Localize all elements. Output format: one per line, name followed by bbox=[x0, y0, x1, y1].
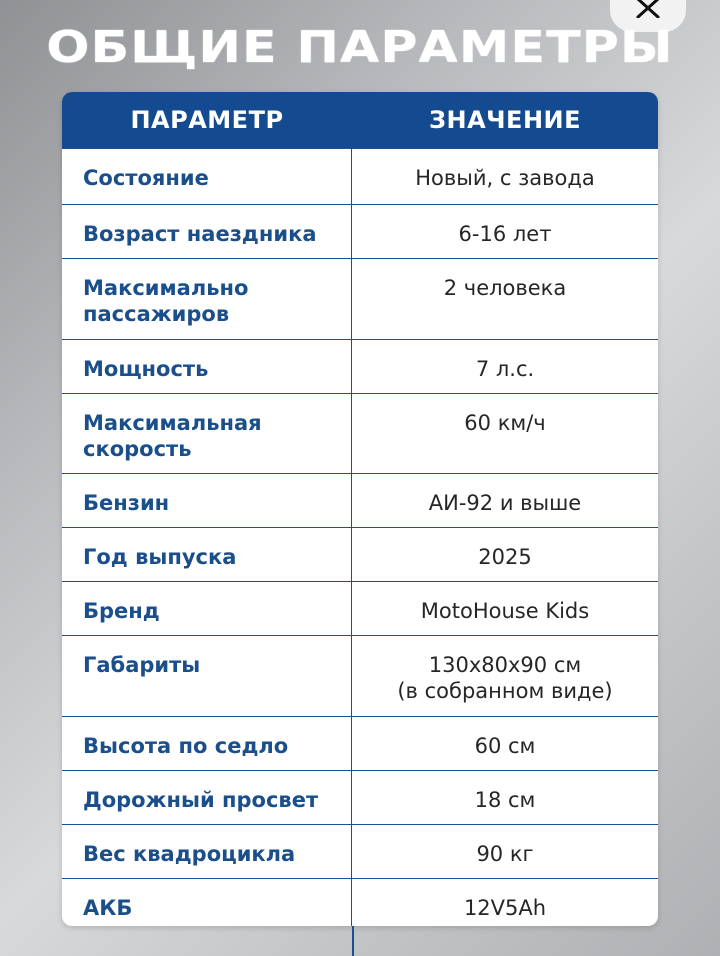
param-value: АИ-92 и выше bbox=[428, 491, 582, 515]
table-row bbox=[62, 770, 658, 824]
parameters-table bbox=[62, 92, 658, 926]
param-label: Вес квадроцикла bbox=[62, 825, 352, 878]
close-icon bbox=[635, 0, 661, 18]
table-row bbox=[62, 527, 658, 581]
param-value: 6-16 лет bbox=[458, 222, 552, 246]
param-label: Бренд bbox=[62, 582, 352, 635]
param-value: 60 км/ч bbox=[464, 411, 546, 435]
param-value: 90 кг bbox=[476, 842, 534, 866]
param-label: Дорожный просвет bbox=[62, 771, 352, 824]
param-label: Высота по седло bbox=[62, 717, 352, 770]
param-value: Новый, с завода bbox=[415, 166, 595, 190]
column-divider-tail bbox=[352, 926, 354, 956]
param-label: АКБ bbox=[62, 879, 352, 926]
param-label: Возраст наездника bbox=[62, 205, 352, 258]
param-label: Габариты bbox=[62, 636, 352, 716]
param-label: Бензин bbox=[62, 474, 352, 527]
table-row bbox=[62, 473, 658, 527]
header-param: ПАРАМЕТР bbox=[130, 106, 284, 134]
table-row bbox=[62, 878, 658, 926]
param-label: Мощность bbox=[62, 340, 352, 393]
param-value: 7 л.с. bbox=[475, 357, 535, 381]
param-label: Год выпуска bbox=[62, 528, 352, 581]
page-title: ОБЩИЕ ПАРАМЕТРЫ bbox=[46, 22, 674, 73]
table-row bbox=[62, 148, 658, 204]
param-value: 12V5Ah bbox=[463, 896, 547, 920]
param-value: 130x80x90 см (в собранном виде) bbox=[397, 653, 613, 703]
table-row bbox=[62, 204, 658, 258]
param-value: 2 человека bbox=[443, 276, 567, 300]
table-row bbox=[62, 339, 658, 393]
param-value: 2025 bbox=[478, 545, 532, 569]
table-row bbox=[62, 716, 658, 770]
table-row bbox=[62, 393, 658, 473]
param-value: MotoHouse Kids bbox=[420, 599, 590, 623]
param-value: 60 см bbox=[474, 734, 536, 758]
table-row bbox=[62, 824, 658, 878]
table-header bbox=[62, 92, 658, 148]
param-value: 18 см bbox=[474, 788, 536, 812]
table-row bbox=[62, 635, 658, 716]
table-row bbox=[62, 581, 658, 635]
table-row bbox=[62, 258, 658, 339]
param-label: Состояние bbox=[62, 149, 352, 204]
header-value: ЗНАЧЕНИЕ bbox=[428, 106, 582, 134]
param-label: Максимально пассажиров bbox=[62, 259, 352, 339]
param-label: Максимальная скорость bbox=[62, 394, 352, 473]
